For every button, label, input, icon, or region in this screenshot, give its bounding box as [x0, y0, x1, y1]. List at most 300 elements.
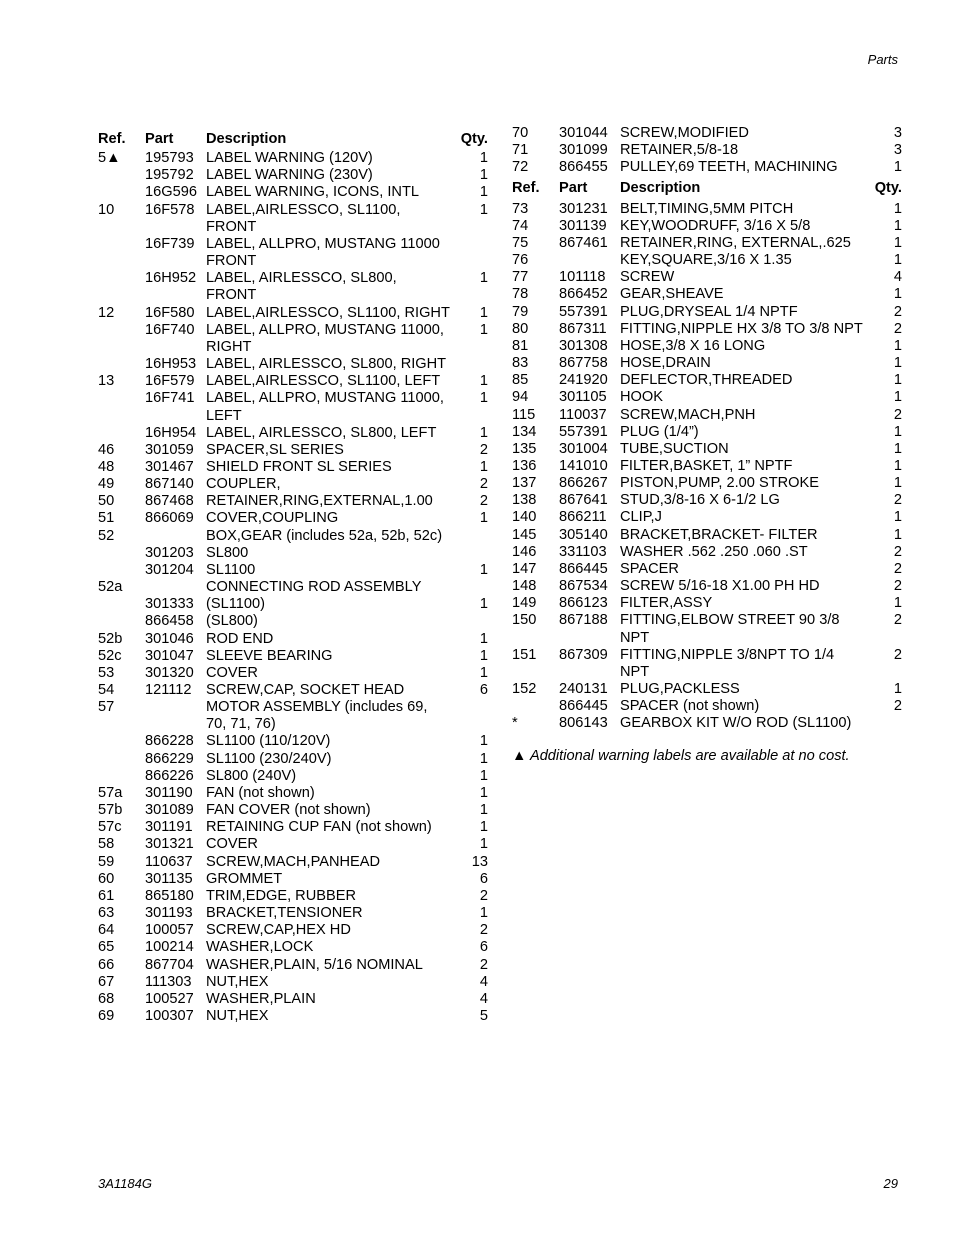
document-number: 3A1184G	[98, 1176, 152, 1191]
ref-cell: 85	[512, 372, 529, 389]
table-row	[98, 528, 488, 545]
part-cell: 866445	[559, 560, 608, 577]
qty-cell: 2	[893, 578, 902, 595]
description-cell: GEARBOX KIT W/O ROD (SL1100)	[620, 715, 852, 732]
description-cell: DEFLECTOR,THREADED	[620, 372, 793, 389]
description-cell: GEAR,SHEAVE	[620, 286, 724, 303]
qty-cell: 1	[479, 510, 488, 527]
table-row	[98, 905, 488, 922]
description-cell: LABEL,AIRLESSCO, SL1100, LEFT	[206, 373, 441, 390]
part-cell: 866455	[559, 159, 608, 176]
description-cell: LABEL WARNING (230V)	[206, 167, 373, 184]
part-cell: 866069	[145, 510, 194, 527]
table-row	[98, 356, 488, 373]
description-cell: BRACKET,TENSIONER	[206, 905, 363, 922]
description-cell: SPACER	[620, 560, 679, 577]
table-row	[98, 854, 488, 871]
qty-cell: 3	[893, 125, 902, 141]
ref-cell: 65	[98, 939, 115, 956]
qty-cell: 1	[893, 475, 902, 492]
table-row	[98, 202, 488, 236]
description-cell: SCREW	[620, 269, 675, 286]
ref-cell: 94	[512, 389, 529, 406]
description-cell: SLEEVE BEARING	[206, 647, 333, 664]
part-cell: 867461	[559, 234, 608, 251]
description-cell: STUD,3/8-16 X 6-1/2 LG	[620, 492, 780, 509]
table-row	[98, 476, 488, 493]
description-cell: COVER	[206, 664, 258, 681]
qty-cell: 2	[893, 612, 902, 629]
description-cell: SL1100	[206, 561, 256, 578]
table-row	[512, 269, 902, 286]
ref-cell	[98, 733, 145, 750]
part-cell: 866445	[559, 698, 608, 715]
part-cell: 557391	[559, 423, 608, 440]
ref-cell	[98, 236, 145, 270]
table-row	[98, 648, 488, 665]
description-cell: MOTOR ASSEMBLY (includes 69, 70, 71, 76)	[206, 699, 428, 733]
ref-cell: 57b	[98, 802, 123, 819]
part-cell: 16H953	[145, 356, 197, 373]
description-cell: HOOK	[620, 389, 663, 406]
part-cell: 867704	[145, 956, 194, 973]
qty-cell: 2	[479, 476, 488, 493]
ref-cell: 74	[512, 217, 529, 234]
qty-cell: 1	[479, 184, 488, 201]
ref-cell: 58	[98, 836, 115, 853]
description-cell: SPACER (not shown)	[620, 698, 760, 715]
part-cell: 301047	[145, 647, 194, 664]
table-header	[512, 180, 902, 197]
ref-cell: 77	[512, 269, 529, 286]
qty-cell	[454, 613, 488, 630]
description-cell: TUBE,SUCTION	[620, 440, 729, 457]
ref-cell: 64	[98, 922, 115, 939]
description-cell: SPACER,SL SERIES	[206, 441, 344, 458]
header-ref: Ref.	[98, 131, 126, 147]
ref-cell	[98, 613, 145, 630]
part-cell: 16F580	[145, 304, 195, 321]
table-row	[98, 939, 488, 956]
part-cell: 16H954	[145, 424, 197, 441]
qty-cell: 1	[479, 390, 488, 407]
qty-cell: 6	[479, 939, 488, 956]
warning-label-note: ▲ Additional warning labels are available at no cost.	[512, 748, 850, 765]
table-row	[512, 407, 902, 424]
table-row	[512, 142, 902, 159]
description-cell: FILTER,BASKET, 1” NPTF	[620, 457, 793, 474]
part-cell	[145, 528, 206, 545]
table-row	[98, 836, 488, 853]
description-cell: SCREW,MACH,PNH	[620, 406, 756, 423]
ref-cell: 72	[512, 159, 529, 176]
qty-cell: 3	[893, 142, 902, 159]
part-cell: 301320	[145, 664, 194, 681]
table-row	[512, 561, 902, 578]
description-cell: RETAINER,RING,EXTERNAL,1.00	[206, 493, 433, 510]
table-row	[98, 442, 488, 459]
part-cell: 301193	[145, 905, 193, 922]
table-row	[512, 612, 902, 646]
part-cell: 16F579	[145, 373, 195, 390]
qty-cell	[454, 699, 488, 733]
ref-cell: 150	[512, 612, 537, 629]
table-row	[98, 236, 488, 270]
description-cell: LABEL,AIRLESSCO, SL1100, RIGHT	[206, 304, 450, 321]
description-cell: WASHER,PLAIN	[206, 990, 316, 1007]
qty-cell: 1	[893, 252, 902, 269]
table-row	[98, 991, 488, 1008]
description-cell: SHIELD FRONT SL SERIES	[206, 458, 392, 475]
part-cell: 866267	[559, 475, 608, 492]
table-row	[512, 715, 902, 732]
ref-cell: 50	[98, 493, 115, 510]
table-row	[98, 974, 488, 991]
ref-cell: 135	[512, 440, 537, 457]
ref-cell: 83	[512, 355, 529, 372]
part-cell: 867641	[559, 492, 608, 509]
part-cell: 110637	[145, 853, 193, 870]
qty-cell: 1	[479, 458, 488, 475]
part-cell: 301231	[559, 200, 608, 217]
part-cell: 16F741	[145, 390, 195, 407]
header-qty: Qty.	[874, 180, 902, 197]
part-cell: 867140	[145, 476, 194, 493]
part-cell: 121112	[145, 682, 192, 698]
table-row	[98, 562, 488, 579]
qty-cell: 1	[479, 201, 488, 218]
qty-cell: 1	[893, 423, 902, 440]
ref-cell: 137	[512, 475, 537, 492]
qty-cell	[454, 236, 488, 270]
ref-cell	[98, 390, 145, 424]
qty-cell: 1	[479, 561, 488, 578]
table-row	[98, 373, 488, 390]
table-row	[98, 768, 488, 785]
table-row	[512, 218, 902, 235]
part-cell: 866228	[145, 733, 194, 750]
qty-cell: 1	[479, 270, 488, 287]
table-row	[98, 888, 488, 905]
ref-cell	[98, 751, 145, 768]
part-cell: 301105	[559, 389, 607, 406]
qty-cell: 1	[479, 664, 488, 681]
description-cell: KEY,WOODRUFF, 3/16 X 5/8	[620, 217, 811, 234]
table-row	[98, 459, 488, 476]
table-row	[512, 647, 902, 681]
description-cell: HOSE,3/8 X 16 LONG	[620, 337, 766, 354]
ref-cell: 52b	[98, 630, 123, 647]
part-cell: 867468	[145, 493, 194, 510]
table-body-left	[98, 150, 488, 1025]
table-row	[98, 425, 488, 442]
part-cell: 301204	[145, 561, 194, 578]
part-cell: 16F578	[145, 201, 195, 218]
table-row	[98, 699, 488, 733]
header-description: Description	[206, 131, 287, 147]
ref-cell: 48	[98, 458, 115, 475]
qty-cell: 1	[479, 767, 488, 784]
qty-cell: 1	[479, 304, 488, 321]
table-row	[98, 596, 488, 613]
table-row	[98, 510, 488, 527]
description-cell: SL1100 (110/120V)	[206, 733, 331, 750]
table-row	[512, 458, 902, 475]
qty-cell: 2	[893, 303, 902, 320]
ref-cell: 76	[512, 252, 529, 269]
qty-cell: 13	[471, 853, 488, 870]
table-row	[98, 390, 488, 424]
ref-cell: 69	[98, 1007, 115, 1024]
parts-table-right	[512, 125, 902, 765]
ref-cell: 59	[98, 853, 115, 870]
qty-cell: 1	[893, 286, 902, 303]
ref-cell	[98, 322, 145, 356]
ref-cell	[512, 698, 559, 715]
description-cell: FITTING,NIPPLE 3/8NPT TO 1/4 NPT	[620, 646, 835, 680]
qty-cell: 2	[479, 887, 488, 904]
table-row	[512, 578, 902, 595]
description-cell: SL800	[206, 544, 249, 561]
table-row	[98, 167, 488, 184]
ref-cell: 67	[98, 973, 115, 990]
description-cell: SCREW,MODIFIED	[620, 125, 749, 141]
qty-cell: 1	[893, 234, 902, 251]
ref-cell: 145	[512, 526, 537, 543]
qty-cell: 2	[479, 493, 488, 510]
qty-cell: 1	[893, 217, 902, 234]
ref-cell	[98, 768, 145, 785]
description-cell: SCREW 5/16-18 X1.00 PH HD	[620, 578, 820, 595]
description-cell: LABEL WARNING, ICONS, INTL	[206, 184, 419, 201]
qty-cell	[454, 545, 488, 562]
table-row	[512, 372, 902, 389]
part-cell: 867311	[559, 320, 607, 337]
table-row	[98, 922, 488, 939]
ref-cell: 79	[512, 303, 529, 320]
qty-cell: 1	[479, 167, 488, 184]
ref-cell: 75	[512, 234, 529, 251]
table-body-right-top	[512, 125, 902, 176]
part-cell: 866458	[145, 613, 194, 630]
ref-cell: 53	[98, 664, 115, 681]
part-cell: 100057	[145, 922, 194, 939]
ref-cell	[98, 356, 145, 373]
ref-cell: 73	[512, 200, 529, 217]
table-row	[512, 544, 902, 561]
qty-cell: 1	[479, 321, 488, 338]
table-row	[98, 613, 488, 630]
ref-cell: 136	[512, 457, 537, 474]
header-ref: Ref.	[512, 180, 540, 197]
table-row	[512, 527, 902, 544]
qty-cell: 2	[893, 646, 902, 663]
description-cell: FITTING,ELBOW STREET 90 3/8 NPT	[620, 612, 840, 646]
table-row	[512, 492, 902, 509]
qty-cell: 1	[893, 457, 902, 474]
table-row	[512, 424, 902, 441]
part-cell: 100307	[145, 1007, 194, 1024]
description-cell: (SL1100)	[206, 596, 265, 613]
ref-cell: 66	[98, 956, 115, 973]
part-cell: 100527	[145, 990, 194, 1007]
ref-cell: 115	[512, 406, 536, 423]
description-cell: HOSE,DRAIN	[620, 355, 711, 372]
part-cell	[559, 252, 620, 269]
description-cell: PULLEY,69 TEETH, MACHINING	[620, 159, 838, 176]
description-cell: LABEL,AIRLESSCO, SL1100, FRONT	[206, 201, 401, 235]
table-row	[98, 682, 488, 699]
qty-cell: 1	[479, 784, 488, 801]
ref-cell: 78	[512, 286, 529, 303]
description-cell: WASHER .562 .250 .060 .ST	[620, 543, 808, 560]
qty-cell: 1	[893, 595, 902, 612]
ref-cell: 60	[98, 870, 115, 887]
table-row	[98, 322, 488, 356]
table-row	[512, 338, 902, 355]
qty-cell: 2	[893, 320, 902, 337]
table-row	[98, 493, 488, 510]
part-cell: 867188	[559, 612, 608, 629]
part-cell: 141010	[559, 457, 608, 474]
table-row	[98, 150, 488, 167]
description-cell: SCREW,CAP,HEX HD	[206, 922, 351, 939]
qty-cell: 4	[479, 990, 488, 1007]
header-part: Part	[559, 180, 588, 197]
description-cell: LABEL, ALLPRO, MUSTANG 11000, LEFT	[206, 390, 444, 424]
table-row	[98, 785, 488, 802]
ref-cell: 12	[98, 304, 115, 321]
part-cell: 301004	[559, 440, 608, 457]
description-cell: GROMMET	[206, 870, 283, 887]
description-cell: COVER	[206, 836, 258, 853]
part-cell: 100214	[145, 939, 194, 956]
part-cell: 301135	[145, 870, 193, 887]
description-cell: CONNECTING ROD ASSEMBLY	[206, 579, 422, 596]
qty-cell: 1	[893, 526, 902, 543]
ref-cell: 81	[512, 337, 529, 354]
description-cell: CLIP,J	[620, 509, 662, 526]
part-cell: 865180	[145, 887, 194, 904]
part-cell: 866226	[145, 767, 194, 784]
table-row	[512, 252, 902, 269]
ref-cell: 52a	[98, 579, 123, 596]
description-cell: NUT,HEX	[206, 973, 269, 990]
ref-cell: 148	[512, 578, 537, 595]
description-cell: FAN (not shown)	[206, 784, 315, 801]
description-cell: PISTON,PUMP, 2.00 STROKE	[620, 475, 819, 492]
qty-cell: 1	[479, 836, 488, 853]
part-cell: 866211	[559, 509, 607, 526]
table-row	[512, 125, 902, 142]
description-cell: FILTER,ASSY	[620, 595, 713, 612]
header-qty: Qty.	[460, 131, 488, 147]
page-number: 29	[883, 1176, 898, 1191]
ref-cell: 10	[98, 201, 115, 218]
description-cell: RETAINER,RING, EXTERNAL,.625	[620, 234, 851, 251]
part-cell	[145, 579, 206, 596]
description-cell: COUPLER,	[206, 476, 281, 493]
part-cell: 16F740	[145, 321, 195, 338]
description-cell: LABEL, AIRLESSCO, SL800, LEFT	[206, 424, 437, 441]
section-title: Parts	[867, 52, 898, 67]
qty-cell	[454, 356, 488, 373]
table-row	[512, 159, 902, 176]
table-row	[98, 184, 488, 201]
description-cell: FAN COVER (not shown)	[206, 802, 371, 819]
description-cell: PLUG,PACKLESS	[620, 681, 740, 697]
qty-cell: 1	[893, 681, 902, 697]
description-cell: WASHER,PLAIN, 5/16 NOMINAL	[206, 956, 423, 973]
table-row	[512, 389, 902, 406]
ref-cell: 151	[512, 646, 537, 663]
description-cell: TRIM,EDGE, RUBBER	[206, 887, 357, 904]
part-cell: 240131	[559, 681, 608, 697]
table-row	[98, 1008, 488, 1025]
table-row	[98, 733, 488, 750]
table-header	[98, 131, 488, 148]
qty-cell: 1	[893, 159, 902, 176]
qty-cell: 5	[479, 1007, 488, 1024]
ref-cell: 134	[512, 423, 537, 440]
part-cell: 301333	[145, 596, 194, 613]
header-part: Part	[145, 131, 174, 147]
ref-cell: 57a	[98, 784, 123, 801]
ref-cell: 52	[98, 527, 115, 544]
ref-cell: 140	[512, 509, 537, 526]
table-row	[98, 545, 488, 562]
description-cell: BOX,GEAR (includes 52a, 52b, 52c)	[206, 527, 443, 544]
description-cell: SL1100 (230/240V)	[206, 750, 332, 767]
description-cell: RETAINER,5/8-18	[620, 142, 739, 159]
table-row	[512, 321, 902, 338]
qty-cell: 1	[479, 905, 488, 922]
qty-cell: 4	[893, 269, 902, 286]
table-row	[512, 355, 902, 372]
qty-cell: 1	[479, 802, 488, 819]
ref-cell: 80	[512, 320, 529, 337]
part-cell: 867534	[559, 578, 608, 595]
table-row	[98, 305, 488, 322]
part-cell: 301191	[145, 819, 193, 836]
qty-cell: 1	[479, 150, 488, 167]
ref-cell: 49	[98, 476, 115, 493]
part-cell: 16F739	[145, 235, 195, 252]
part-cell: 16H952	[145, 270, 197, 287]
part-cell: 301046	[145, 630, 194, 647]
part-cell: 301139	[559, 217, 607, 234]
ref-cell: 51	[98, 510, 115, 527]
ref-cell: 68	[98, 990, 115, 1007]
qty-cell: 1	[893, 200, 902, 217]
qty-cell: 1	[893, 372, 902, 389]
part-cell: 101118	[559, 269, 606, 286]
qty-cell: 1	[479, 596, 488, 613]
qty-cell: 1	[893, 509, 902, 526]
qty-cell: 2	[893, 406, 902, 423]
qty-cell: 1	[893, 389, 902, 406]
ref-cell: 71	[512, 142, 529, 159]
qty-cell: 2	[479, 956, 488, 973]
part-cell: 195793	[145, 150, 194, 167]
description-cell: (SL800)	[206, 613, 258, 630]
table-row	[512, 595, 902, 612]
description-cell: BRACKET,BRACKET- FILTER	[620, 526, 818, 543]
table-row	[512, 441, 902, 458]
part-cell: 866229	[145, 750, 194, 767]
qty-cell: 6	[479, 870, 488, 887]
ref-cell	[98, 184, 145, 201]
